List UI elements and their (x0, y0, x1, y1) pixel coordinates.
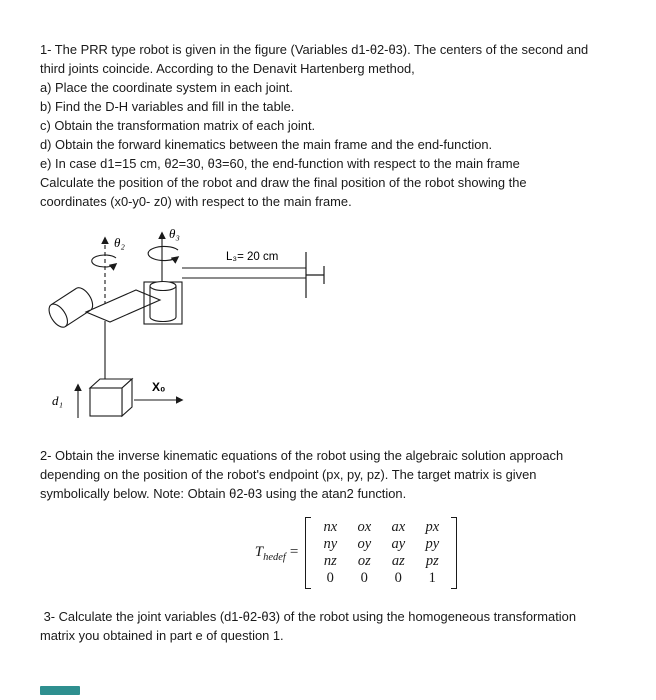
joint2-cylinder (45, 285, 96, 331)
matrix-brackets (305, 517, 457, 589)
question2-line: symbolically below. Note: Obtain θ2-θ3 using the atan2 function. (40, 486, 407, 501)
matrix-cell: nx (323, 519, 338, 535)
theta2-rotation-arrow (92, 255, 116, 267)
matrix-cell: py (425, 536, 440, 552)
question1-line: a) Place the coordinate system in each joint. (40, 80, 293, 95)
matrix-cell: az (391, 553, 405, 569)
question1-line: e) In case d1=15 cm, θ2=30, θ3=60, the end-function with respect to the main frame (40, 156, 520, 171)
matrix-cell: oz (357, 553, 371, 569)
question3-line: matrix you obtained in part e of question 1. (40, 628, 284, 643)
matrix-cell: ax (391, 519, 406, 535)
matrix-cell: ay (391, 536, 406, 552)
matrix-cell: ox (357, 519, 372, 535)
matrix-cell: 0 (326, 570, 334, 586)
matrix-cell: oy (357, 536, 372, 552)
theta3-label: θ₃ (169, 226, 180, 241)
question1-line: third joints coincide. According to the Denavit Hartenberg method, (40, 61, 415, 76)
question1-line: coordinates (x0-y0- z0) with respect to the main frame. (40, 194, 352, 209)
matrix-grid (311, 517, 451, 589)
x0-label: X₀ (152, 380, 166, 394)
robot-figure-svg (40, 224, 380, 436)
question2 (40, 446, 616, 503)
theta2-label: θ₂ (114, 235, 125, 250)
question1-line: Calculate the position of the robot and draw the final position of the robot showing the (40, 175, 527, 190)
matrix-subscript: hedef (263, 551, 286, 563)
theta3-rotation-arrow (148, 247, 178, 261)
end-effector (306, 252, 324, 298)
matrix-symbol (255, 544, 299, 563)
question3 (40, 607, 616, 645)
matrix-cell: nz (323, 553, 337, 569)
question1-line: d) Obtain the forward kinematics between the main frame and the end-function. (40, 137, 493, 152)
question1-line: c) Obtain the transformation matrix of each joint. (40, 118, 316, 133)
target-matrix-equation (68, 517, 644, 589)
question1 (40, 40, 616, 211)
question2-line: 2- Obtain the inverse kinematic equations of the robot using the algebraic solution approach (40, 448, 564, 463)
matrix-cell: 1 (428, 570, 436, 586)
question2-line: depending on the position of the robot's endpoint (px, py, pz). The target matrix is given (40, 467, 537, 482)
partial-content-below (40, 686, 80, 695)
matrix-cell: px (425, 519, 440, 535)
matrix-cell: ny (323, 536, 338, 552)
right-bracket (451, 517, 457, 589)
matrix-cell: 0 (394, 570, 402, 586)
question1-line: 1- The PRR type robot is given in the figure (Variables d1-θ2-θ3). The centers of the second and (40, 42, 589, 57)
question1-line: b) Find the D-H variables and fill in the table. (40, 99, 295, 114)
matrix-cell: pz (425, 553, 439, 569)
equals-sign: = (289, 543, 299, 560)
prismatic-base-cube (90, 379, 132, 416)
robot-figure (40, 224, 616, 436)
link-length-label: L₃= 20 cm (226, 251, 279, 263)
link-plate (86, 290, 160, 322)
d1-label: d₁ (52, 393, 64, 408)
matrix-cell: 0 (360, 570, 368, 586)
question3-line: 3- Calculate the joint variables (d1-θ2-θ3) of the robot using the homogeneous transformation (40, 609, 576, 624)
matrix-symbol-t: T (254, 543, 264, 560)
